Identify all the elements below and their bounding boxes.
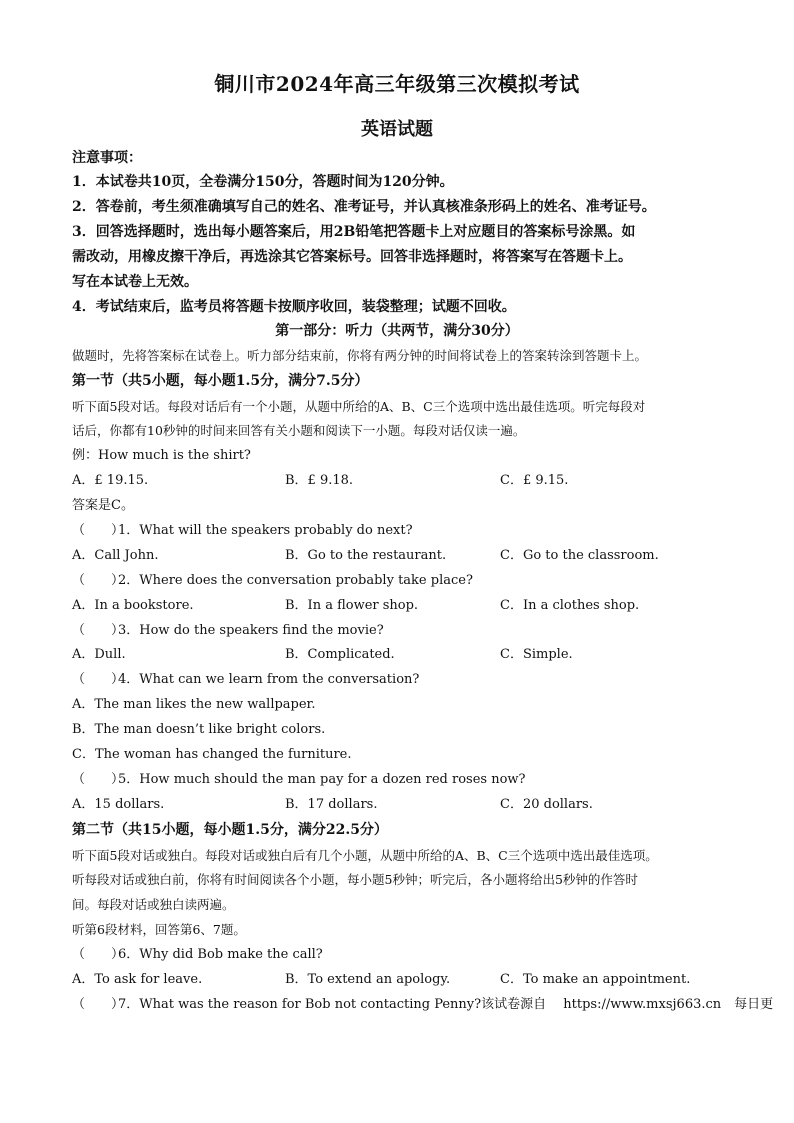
question-7 bbox=[72, 995, 773, 1015]
example-question: 例：How much is the shirt? bbox=[72, 448, 251, 463]
option-c: C．Simple. bbox=[500, 647, 573, 662]
notice-item: 写在本试卷上无效。 bbox=[72, 274, 198, 290]
option-b: B．To extend an apology. bbox=[285, 972, 451, 987]
notice-item: 2．答卷前，考生须准确填写自己的姓名、准考证号，并认真核准条形码上的姓名、准考证号。 bbox=[72, 199, 656, 215]
page-title: 铜川市2024年高三年级第三次模拟考试 bbox=[214, 72, 580, 96]
section2-instructions: 间。每段对话或独白读两遍。 bbox=[72, 897, 235, 912]
section2-instructions: 听下面5段对话或独白。每段对话或独白后有几个小题，从题中所给的A、B、C三个选项中选出最佳选项。 bbox=[72, 848, 658, 863]
option-a: A．To ask for leave. bbox=[72, 972, 203, 987]
answer-blank[interactable]: （ ） bbox=[72, 672, 125, 687]
example-answer: 答案是C。 bbox=[72, 498, 134, 513]
page-subtitle: 英语试题 bbox=[361, 119, 433, 140]
section2-instructions: 听每段对话或独白前，你将有时间阅读各个小题，每小题5秒钟；听完后，各小题将给出5秒钟的作答时 bbox=[72, 872, 638, 887]
option-c: C．Go to the classroom. bbox=[500, 548, 659, 563]
option-a: A．The man likes the new wallpaper. bbox=[72, 697, 316, 712]
notice-item: 1．本试卷共10页，全卷满分150分，答题时间为120分钟。 bbox=[72, 174, 454, 190]
question-1 bbox=[72, 521, 413, 541]
part1-heading: 第一部分：听力（共两节，满分30分） bbox=[275, 323, 519, 339]
section1-instructions: 话后，你都有10秒钟的时间来回答有关小题和阅读下一小题。每段对话仅读一遍。 bbox=[72, 423, 526, 438]
option-b: B．The man doesn’t like bright colors. bbox=[72, 722, 326, 737]
question-3 bbox=[72, 621, 384, 641]
question-text: 7．What was the reason for Bob not contacting Penny? bbox=[118, 997, 482, 1012]
question-text: 3．How do the speakers find the movie? bbox=[118, 623, 384, 638]
option-c: C．In a clothes shop. bbox=[500, 598, 640, 613]
part1-intro: 做题时，先将答案标在试卷上。听力部分结束前，你将有两分钟的时间将试卷上的答案转涂到答题卡上。 bbox=[72, 348, 648, 363]
example-option-a: A．£ 19.15. bbox=[72, 473, 149, 488]
question-text: 1．What will the speakers probably do next? bbox=[118, 523, 413, 538]
option-a: A．15 dollars. bbox=[72, 797, 165, 812]
notice-item: 需改动，用橡皮擦干净后，再选涂其它答案标号。回答非选择题时，将答案写在答题卡上。 bbox=[72, 249, 632, 265]
option-c: C．The woman has changed the furniture. bbox=[72, 747, 352, 762]
question-text: 5．How much should the man pay for a dozen red roses now? bbox=[118, 772, 526, 787]
notice-item: 4．考试结束后，监考员将答题卡按顺序收回，装袋整理；试题不回收。 bbox=[72, 299, 516, 315]
question-6 bbox=[72, 945, 323, 965]
source-note: 该试卷源自 https://www.mxsj663.cn 每日更 bbox=[481, 997, 774, 1012]
answer-blank[interactable]: （ ） bbox=[72, 997, 125, 1012]
answer-blank[interactable]: （ ） bbox=[72, 947, 125, 962]
answer-blank[interactable]: （ ） bbox=[72, 573, 125, 588]
material-note: 听第6段材料，回答第6、7题。 bbox=[72, 922, 246, 937]
question-text: 2．Where does the conversation probably take place? bbox=[118, 573, 473, 588]
option-c: C．To make an appointment. bbox=[500, 972, 691, 987]
option-b: B．In a flower shop. bbox=[285, 598, 419, 613]
option-a: A．Dull. bbox=[72, 647, 126, 662]
notice-item: 3．回答选择题时，选出每小题答案后，用2B铅笔把答题卡上对应题目的答案标号涂黑。如 bbox=[72, 224, 636, 240]
question-text: 6．Why did Bob make the call? bbox=[118, 947, 323, 962]
example-option-c: C．£ 9.15. bbox=[500, 473, 569, 488]
answer-blank[interactable]: （ ） bbox=[72, 772, 125, 787]
question-text: 4．What can we learn from the conversation? bbox=[118, 672, 420, 687]
option-a: A．Call John. bbox=[72, 548, 159, 563]
section1-instructions: 听下面5段对话。每段对话后有一个小题，从题中所给的A、B、C三个选项中选出最佳选项。听完每段对 bbox=[72, 399, 646, 414]
option-b: B．Go to the restaurant. bbox=[285, 548, 447, 563]
question-4 bbox=[72, 670, 419, 690]
option-c: C．20 dollars. bbox=[500, 797, 593, 812]
section1-heading: 第一节（共5小题，每小题1.5分，满分7.5分） bbox=[72, 373, 369, 389]
example-option-b: B．£ 9.18. bbox=[285, 473, 354, 488]
notice-heading: 注意事项： bbox=[72, 150, 142, 166]
section2-heading: 第二节（共15小题，每小题1.5分，满分22.5分） bbox=[72, 822, 388, 838]
answer-blank[interactable]: （ ） bbox=[72, 523, 125, 538]
option-a: A．In a bookstore. bbox=[72, 598, 194, 613]
question-5 bbox=[72, 770, 526, 790]
option-b: B．Complicated. bbox=[285, 647, 395, 662]
option-b: B．17 dollars. bbox=[285, 797, 378, 812]
question-2 bbox=[72, 571, 473, 591]
answer-blank[interactable]: （ ） bbox=[72, 623, 125, 638]
